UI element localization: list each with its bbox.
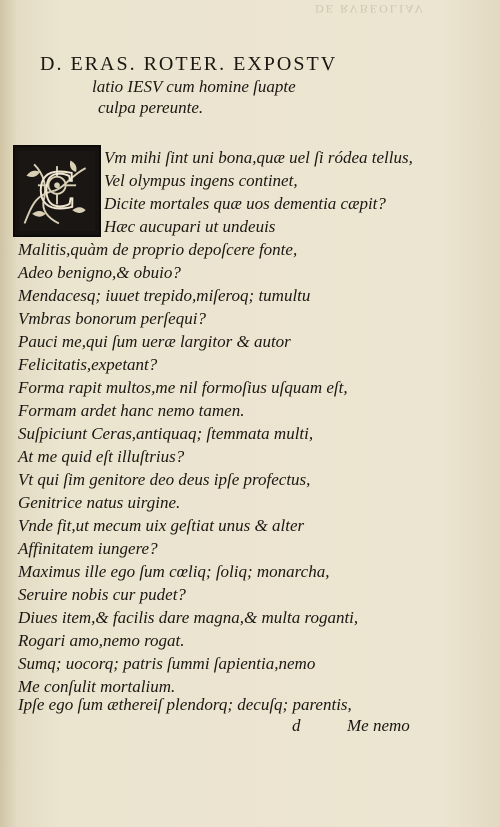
bleed-through-running-head: DE RVBEOLIAV — [315, 2, 425, 16]
verse-line-9: Pauci me,qui ſum ueræ largitor & autor — [18, 332, 291, 351]
verse-line-8: Vmbras bonorum perſequi? — [18, 309, 206, 328]
verse-line-13: Suſpiciunt Ceras,antiquaq; ſtemmata multi, — [18, 424, 314, 443]
subtitle-line-2: culpa pereunte. — [98, 98, 204, 117]
page-subtitle — [92, 76, 412, 118]
floral-initial-icon — [15, 147, 99, 235]
verse-line-4: Hæc aucupari ut undeuis — [104, 217, 276, 236]
verse-line-14: At me quid eſt illuſtrius? — [18, 447, 185, 466]
verse-line-16: Genitrice natus uirgine. — [18, 493, 181, 512]
verse-line-2: Vel olympus ingens continet, — [104, 171, 298, 190]
verse-line-10: Felicitatis,expetant? — [18, 355, 158, 374]
verse-line-19: Maximus ille ego ſum cœliq; ſoliq; monarcha, — [18, 562, 330, 581]
verse-line-25: Ipſe ego ſum æthereiſ plendorq; decuſq; parentis, — [18, 695, 352, 714]
decorated-initial-c — [13, 145, 101, 237]
subtitle-line-1: latio IESV cum homine ſuapte — [92, 77, 296, 96]
verse-line-18: Affinitatem iungere? — [18, 539, 158, 558]
verse-line-5: Malitis,quàm de proprio depoſcere fonte, — [18, 240, 298, 259]
verse-line-24: Me conſulit mortalium. — [18, 677, 176, 696]
verse-line-12: Formam ardet hanc nemo tamen. — [18, 401, 245, 420]
verse-line-1: Vm mihi ſint uni bona,quæ uel ſi ródea tellus, — [104, 148, 413, 167]
verse-line-15: Vt qui ſim genitore deo deus ipſe profectus, — [18, 470, 311, 489]
verse-line-11: Forma rapit multos,me nil formoſius uſquam eſt, — [18, 378, 348, 397]
verse-line-7: Mendacesq; iuuet trepido,miſeroq; tumultu — [18, 286, 311, 305]
verse-line-23: Sumq; uocorq; patris ſummi ſapientia,nemo — [18, 654, 316, 673]
verse-line-21: Diues item,& facilis dare magna,& multa roganti, — [18, 608, 359, 627]
verse-line-20: Seruire nobis cur pudet? — [18, 585, 186, 604]
catchword: Me nemo — [347, 716, 410, 735]
svg-text:C: C — [38, 159, 76, 221]
verse-line-17: Vnde fit,ut mecum uix geſtiat unus & alter — [18, 516, 305, 535]
verse-line-22: Rogari amo,nemo rogat. — [18, 631, 185, 650]
page-title: D. ERAS. ROTER. EXPOSTV — [40, 53, 338, 75]
signature-mark: d — [292, 716, 301, 735]
verse-line-6: Adeo benigno,& obuio? — [18, 263, 181, 282]
verse-line-3: Dicite mortales quæ uos dementia cæpit? — [104, 194, 386, 213]
